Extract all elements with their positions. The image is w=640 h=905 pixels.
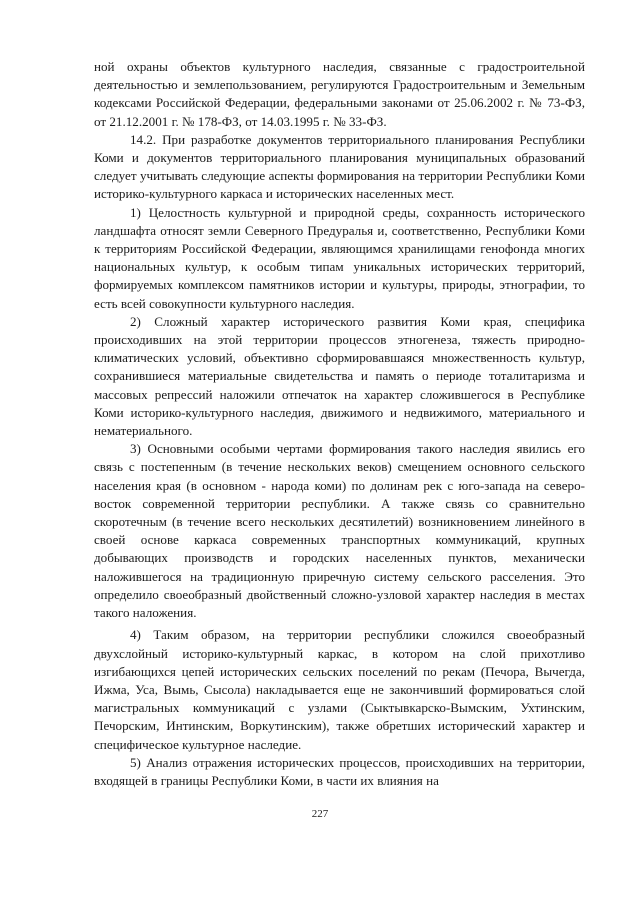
paragraph-item-4: 4) Таким образом, на территории республики сложился своеобразный двухслойный историко-культурный каркас, в котором на слой прихотливо изгибающихся цепей исторических сельских поселений по рекам (Печора, Вычегда, Ижма, Уса, Вымь, Сысола) накладывается еще не закончивший формироваться слой магистральных коммуникаций с узлами (Сыктывкарско-Вымским, Ухтинским, Печорским, Интинским, Воркутинским), также обретших исторический характер и специфическое культурное наследие. [94,627,585,752]
paragraph-14-2: 14.2. При разработке документов территориального планирования Республики Коми и документов территориального планирования муниципальных образований следует учитывать следующие аспекты формирования на территории Республики Коми историко-культурного каркаса и исторических населенных мест. [94,131,585,202]
paragraph-item-2: 2) Сложный характер исторического развития Коми края, специфика происходивших на этой территории процессов этногенеза, тяжесть природно-климатических условий, объективно сформировавшаяся множественность культур, сохранившиеся материальные свидетельства и память о периоде тоталитаризма и массовых репрессий наложили отпечаток на характер сложившегося в Республике Коми историко-культурного наследия, движимого и недвижимого, материального и нематериального. [94,313,585,439]
paragraph-item-5: 5) Анализ отражения исторических процессов, происходивших на территории, входящей в границы Республики Коми, в части их влияния на [94,754,585,788]
paragraph-item-1: 1) Целостность культурной и природной среды, сохранность исторического ландшафта относят земли Северного Предуралья и, соответственно, Республики Коми к территориям Российской Федерации, являющимся хранилищами генофонда многих национальных культур, к особым типам уникальных исторических территорий, формируемых комплексом памятников истории и культуры, природы, этнографии, то есть всей совокупности культурного наследия. [94,204,585,311]
paragraph-item-3: 3) Основными особыми чертами формирования такого наследия явились его связь с постепенным (в течение нескольких веков) смещением основного сельского населения края (в основном - народа коми) по долинам рек с юго-запада на северо-восток современной территории республики. А также связь со сравнительно скоротечным (в течение всего нескольких десятилетий) возникновением линейного в своей основе каркаса современных транспортных коммуникаций, крупных добывающих производств и городских населенных пунктов, механически наложившегося на традиционную приречную систему сельского расселения. Это определило своеобразный двойственный сложно-узловой характер наследия в местах такого наложения. [94,441,585,621]
paragraph-continuation: ной охраны объектов культурного наследия, связанные с градостроительной деятельностью и землепользованием, регулируются Градостроительным и Земельным кодексами Российской Федерации, федеральными законами от 25.06.2002 г. № 73-ФЗ, от 21.12.2001 г. № 178-ФЗ, от 14.03.1995 г. № 33-ФЗ. [94,59,585,129]
body-text [94,58,585,790]
page-number: 227 [311,808,329,820]
